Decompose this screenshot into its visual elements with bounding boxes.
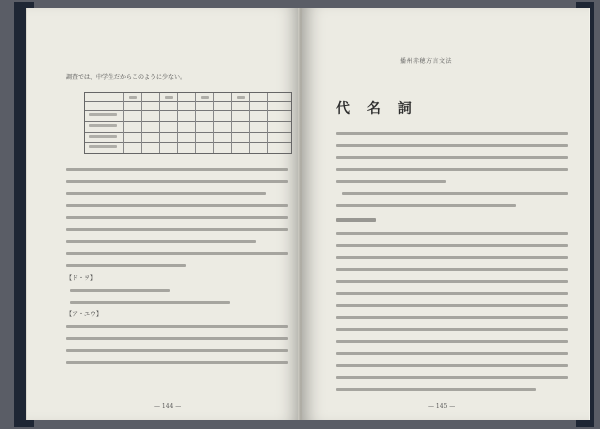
body-text-line (336, 256, 568, 259)
table-column-rule (141, 93, 142, 153)
body-text-line (336, 316, 568, 319)
left-page (26, 8, 300, 420)
table-rule (85, 121, 291, 122)
table-column-rule (159, 93, 160, 153)
table-column-rule (213, 93, 214, 153)
open-book (26, 8, 590, 420)
table-cell (165, 96, 173, 99)
table-rule (85, 142, 291, 143)
intro-line: 調査では、中学生だからこのように少ない。 (66, 74, 187, 81)
table-cell (237, 96, 245, 99)
body-text-line (66, 349, 288, 352)
table-cell (89, 145, 117, 148)
table-column-rule (267, 93, 268, 153)
body-text-line (336, 388, 536, 391)
body-text-line (336, 340, 568, 343)
table-cell (89, 124, 117, 127)
body-text-line (336, 364, 568, 367)
body-text-line (66, 252, 288, 255)
body-text-line (70, 301, 230, 304)
page-number: — 145 — (428, 403, 456, 410)
body-text-line (66, 325, 288, 328)
body-text-line (66, 216, 288, 219)
body-text-line (336, 204, 516, 207)
page-number: — 144 — (154, 403, 182, 410)
right-page-edges (589, 8, 590, 420)
body-text-line (336, 352, 568, 355)
body-text-line (342, 192, 568, 195)
body-text-line (336, 280, 568, 283)
table-column-rule (177, 93, 178, 153)
body-text-line (66, 264, 186, 267)
body-text-line (66, 168, 288, 171)
body-text-line (66, 337, 288, 340)
body-text-line (66, 361, 288, 364)
table-column-rule (123, 93, 124, 153)
table-cell (201, 96, 209, 99)
body-text-line (66, 228, 288, 231)
table-cell (89, 113, 117, 116)
body-text-line (336, 232, 568, 235)
body-text-line (70, 289, 170, 292)
table-cell (129, 96, 137, 99)
table-cell (89, 135, 117, 138)
body-text-line (336, 244, 568, 247)
section-bullet: 【ア・ユウ】 (66, 311, 103, 318)
section-bullet: 【ド・ヲ】 (66, 275, 97, 282)
body-text-line (336, 156, 568, 159)
table-column-rule (249, 93, 250, 153)
data-table (84, 92, 292, 154)
body-text-line (336, 328, 568, 331)
chapter-title: 代 名 詞 (336, 101, 418, 117)
body-text-line (336, 144, 568, 147)
body-text-line (336, 168, 568, 171)
table-column-rule (195, 93, 196, 153)
table-column-rule (231, 93, 232, 153)
section-heading (336, 218, 376, 222)
body-text-line (336, 132, 568, 135)
right-page (302, 8, 590, 420)
table-rule (85, 132, 291, 133)
body-text-line (66, 180, 288, 183)
body-text-line (66, 192, 266, 195)
body-text-line (336, 180, 446, 183)
body-text-line (336, 268, 568, 271)
table-rule (85, 110, 291, 111)
body-text-line (336, 376, 568, 379)
table-rule (85, 101, 291, 102)
body-text-line (66, 204, 288, 207)
running-header: 播州赤穂方言文法 (400, 58, 453, 65)
body-text-line (66, 240, 256, 243)
left-page-edges (26, 8, 27, 420)
body-text-line (336, 304, 568, 307)
body-text-line (336, 292, 568, 295)
